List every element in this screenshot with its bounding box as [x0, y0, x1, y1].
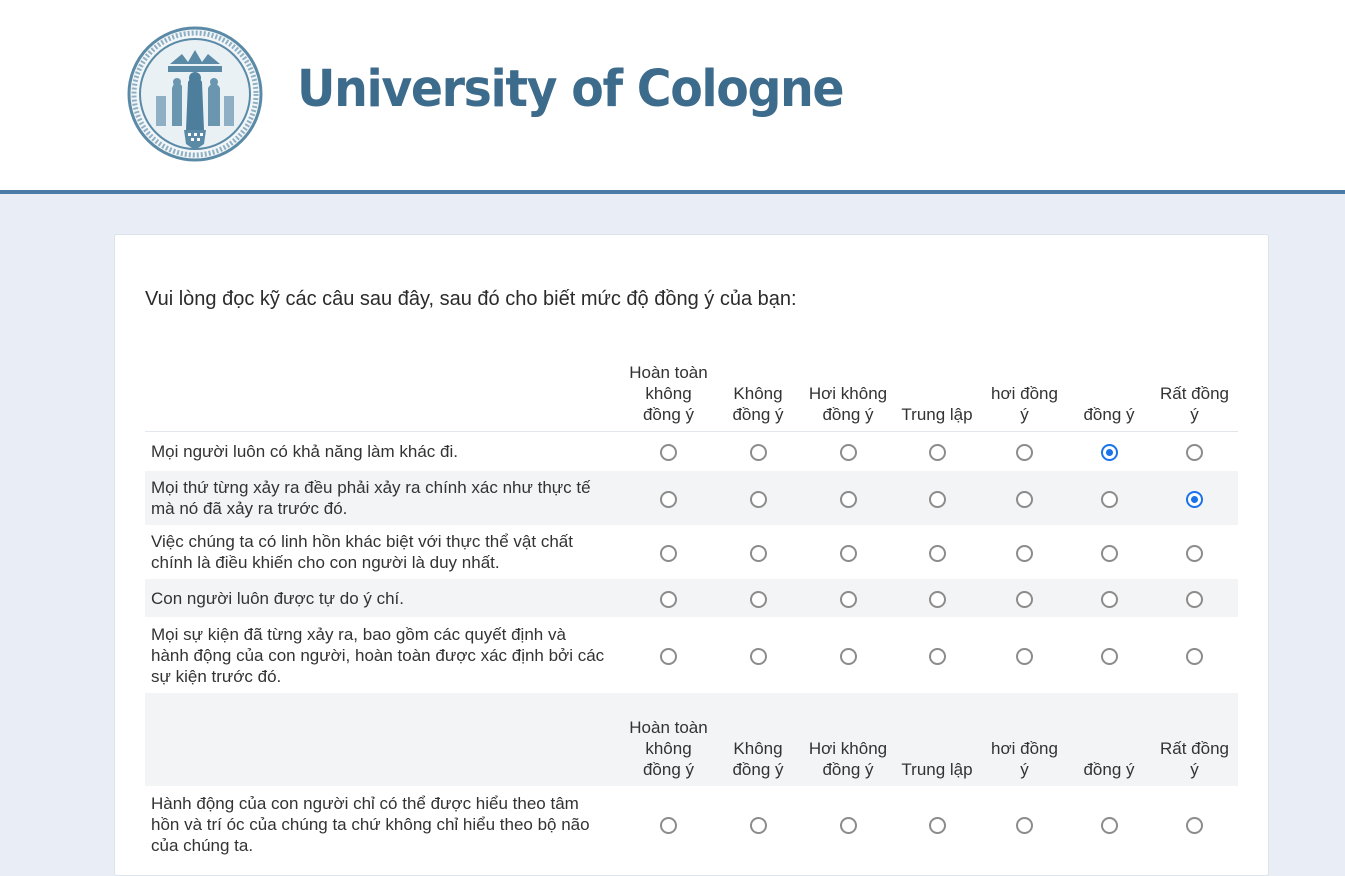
radio-button[interactable]	[1101, 648, 1118, 665]
radio-button[interactable]	[1186, 648, 1203, 665]
scale-label: Rất đồng ý	[1151, 338, 1238, 431]
radio-button[interactable]	[750, 444, 767, 461]
radio-cell	[625, 525, 712, 579]
radio-cell	[712, 579, 804, 617]
university-name-logo: University of Cologne	[297, 60, 844, 119]
radio-cell	[1151, 431, 1238, 471]
radio-button[interactable]	[1016, 591, 1033, 608]
radio-button[interactable]	[840, 648, 857, 665]
statement-row	[145, 579, 1238, 617]
statement-row	[145, 431, 1238, 471]
radio-cell	[1151, 617, 1238, 693]
radio-button[interactable]	[929, 648, 946, 665]
statement-text: Con người luôn được tự do ý chí.	[145, 579, 625, 617]
radio-button[interactable]	[1186, 591, 1203, 608]
radio-cell	[804, 431, 892, 471]
radio-cell	[804, 579, 892, 617]
radio-cell	[982, 579, 1067, 617]
radio-button[interactable]	[1186, 545, 1203, 562]
statement-text: Mọi sự kiện đã từng xảy ra, bao gồm các quyết định và hành động của con người, hoàn toàn được xác định bởi các sự kiện trước đó.	[151, 624, 605, 686]
radio-cell	[982, 431, 1067, 471]
scale-label: Hơi không đồng ý	[804, 693, 892, 786]
radio-cell	[1067, 525, 1151, 579]
scale-header-row	[145, 338, 1238, 431]
radio-button[interactable]	[1186, 817, 1203, 834]
radio-cell	[625, 471, 712, 525]
radio-cell	[982, 786, 1067, 862]
radio-button[interactable]	[750, 591, 767, 608]
radio-cell	[982, 617, 1067, 693]
radio-cell	[625, 431, 712, 471]
scale-label: Hoàn toàn không đồng ý	[625, 338, 712, 431]
radio-cell	[1067, 786, 1151, 862]
radio-button[interactable]	[750, 648, 767, 665]
radio-button[interactable]	[660, 444, 677, 461]
radio-button[interactable]	[840, 817, 857, 834]
statement-row	[145, 786, 1238, 862]
radio-cell	[804, 471, 892, 525]
header-blank-cell	[145, 693, 625, 786]
radio-cell	[804, 617, 892, 693]
scale-label: hơi đồng ý	[982, 693, 1067, 786]
scale-label: Trung lập	[892, 693, 982, 786]
scale-label: Rất đồng ý	[1151, 693, 1238, 786]
radio-cell	[712, 431, 804, 471]
statement-text: Hành động của con người chỉ có thể được hiểu theo tâm hồn và trí óc của chúng ta chứ không chỉ hiểu theo bộ não của chúng ta.	[151, 793, 590, 855]
radio-cell	[625, 579, 712, 617]
radio-button[interactable]	[1016, 444, 1033, 461]
radio-cell	[1151, 579, 1238, 617]
statement-text: Mọi người luôn có khả năng làm khác đi.	[151, 441, 458, 461]
statement-row	[145, 471, 1238, 525]
scale-header-row	[145, 693, 1238, 786]
radio-cell	[1151, 525, 1238, 579]
radio-cell	[712, 525, 804, 579]
radio-button[interactable]	[1101, 491, 1118, 508]
radio-button[interactable]	[750, 817, 767, 834]
radio-cell	[892, 579, 982, 617]
radio-button[interactable]	[660, 545, 677, 562]
radio-button[interactable]	[929, 545, 946, 562]
radio-button[interactable]	[929, 591, 946, 608]
radio-cell	[712, 617, 804, 693]
university-seal-logo	[126, 26, 264, 162]
radio-cell	[712, 786, 804, 862]
radio-button[interactable]	[1101, 591, 1118, 608]
scale-label: Không đồng ý	[712, 693, 804, 786]
radio-cell	[892, 786, 982, 862]
radio-cell	[982, 471, 1067, 525]
likert-matrix	[145, 338, 1238, 862]
scale-label: Không đồng ý	[712, 338, 804, 431]
radio-button[interactable]	[929, 491, 946, 508]
scale-label: Hơi không đồng ý	[804, 338, 892, 431]
statement-row	[145, 617, 1238, 693]
radio-button[interactable]	[1186, 444, 1203, 461]
statement-text: Mọi thứ từng xảy ra đều phải xảy ra chính xác như thực tế mà nó đã xảy ra trước đó.	[145, 471, 625, 525]
radio-cell	[1067, 579, 1151, 617]
radio-button[interactable]	[1016, 545, 1033, 562]
radio-cell	[892, 525, 982, 579]
radio-button[interactable]	[1101, 545, 1118, 562]
radio-cell	[892, 617, 982, 693]
question-text: Vui lòng đọc kỹ các câu sau đây, sau đó cho biết mức độ đồng ý của bạn:	[145, 288, 797, 310]
radio-cell	[1067, 617, 1151, 693]
radio-button[interactable]	[840, 591, 857, 608]
survey-card	[114, 234, 1269, 876]
statement-text: Việc chúng ta có linh hồn khác biệt với thực thể vật chất chính là điều khiến cho con người là duy nhất.	[151, 532, 573, 572]
radio-button[interactable]	[660, 491, 677, 508]
radio-button[interactable]	[1016, 491, 1033, 508]
radio-button[interactable]	[840, 545, 857, 562]
radio-cell	[625, 617, 712, 693]
site-header	[0, 0, 1345, 194]
radio-button[interactable]	[750, 545, 767, 562]
scale-label: đồng ý	[1067, 693, 1151, 786]
radio-button[interactable]	[1101, 444, 1118, 461]
radio-cell	[712, 471, 804, 525]
radio-button[interactable]	[660, 591, 677, 608]
scale-label: đồng ý	[1067, 338, 1151, 431]
radio-button[interactable]	[660, 648, 677, 665]
header-blank-cell	[145, 338, 625, 431]
statement-row	[145, 525, 1238, 579]
radio-cell	[1151, 471, 1238, 525]
radio-button[interactable]	[660, 817, 677, 834]
radio-button[interactable]	[1186, 491, 1203, 508]
scale-label: Hoàn toàn không đồng ý	[625, 693, 712, 786]
radio-cell	[892, 431, 982, 471]
radio-cell	[982, 525, 1067, 579]
radio-cell	[804, 786, 892, 862]
radio-button[interactable]	[929, 817, 946, 834]
radio-cell	[1067, 431, 1151, 471]
radio-button[interactable]	[1016, 817, 1033, 834]
radio-button[interactable]	[929, 444, 946, 461]
radio-button[interactable]	[840, 444, 857, 461]
radio-button[interactable]	[1101, 817, 1118, 834]
radio-button[interactable]	[840, 491, 857, 508]
radio-cell	[892, 471, 982, 525]
radio-button[interactable]	[1016, 648, 1033, 665]
radio-cell	[804, 525, 892, 579]
radio-cell	[1151, 786, 1238, 862]
radio-cell	[1067, 471, 1151, 525]
radio-button[interactable]	[750, 491, 767, 508]
scale-label: Trung lập	[892, 338, 982, 431]
scale-label: hơi đồng ý	[982, 338, 1067, 431]
radio-cell	[625, 786, 712, 862]
